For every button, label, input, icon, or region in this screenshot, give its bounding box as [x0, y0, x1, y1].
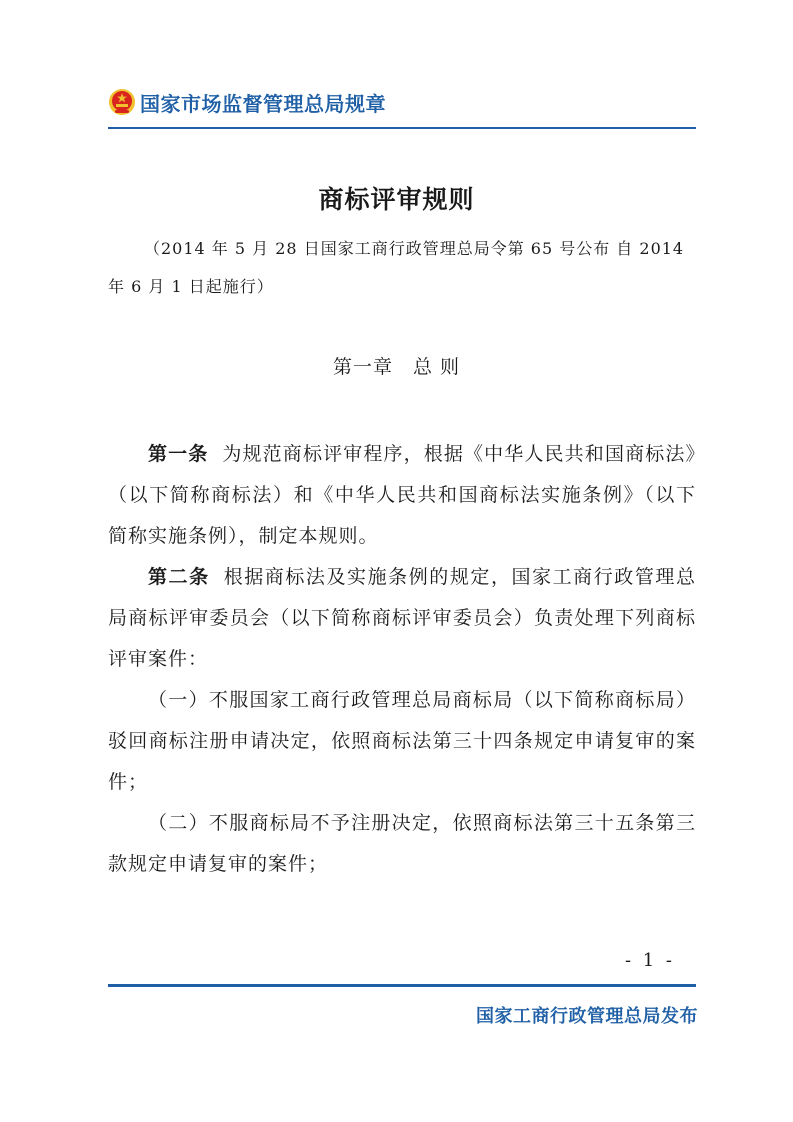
national-emblem-icon: [108, 88, 136, 116]
document-subtitle: （2014 年 5 月 28 日国家工商行政管理总局令第 65 号公布 自 2014 年 6 月 1 日起施行）: [108, 239, 685, 296]
article-paragraph: [108, 434, 696, 557]
list-item-text: （二）不服商标局不予注册决定，依照商标法第三十五条第三款规定申请复审的案件；: [108, 812, 696, 875]
header-title: 国家市场监督管理总局规章: [140, 91, 386, 116]
list-item-paragraph: [108, 680, 696, 803]
article-text: 根据商标法及实施条例的规定，国家工商行政管理总局商标评审委员会（以下简称商标评审委员会）负责处理下列商标评审案件：: [108, 566, 696, 670]
footer-publisher: 国家工商行政管理总局发布: [476, 1006, 698, 1027]
document-body: [108, 434, 696, 885]
article-paragraph: [108, 557, 696, 680]
list-item-text: （一）不服国家工商行政管理总局商标局（以下简称商标局）驳回商标注册申请决定，依照商标法第三十四条规定申请复审的案件；: [108, 689, 696, 793]
page-header: [108, 86, 386, 118]
header-rule: [108, 127, 696, 129]
article-number: 第一条: [148, 443, 209, 465]
list-item-paragraph: [108, 803, 696, 885]
footer-rule: [108, 984, 696, 987]
article-text: 为规范商标评审程序，根据《中华人民共和国商标法》（以下简称商标法）和《中华人民共和国商标法实施条例》（以下简称实施条例），制定本规则。: [108, 443, 696, 547]
article-number: 第二条: [148, 566, 210, 588]
chapter-heading: 第一章 总 则: [332, 356, 461, 378]
document-title: 商标评审规则: [318, 185, 475, 214]
page-number: - 1 -: [624, 950, 675, 971]
